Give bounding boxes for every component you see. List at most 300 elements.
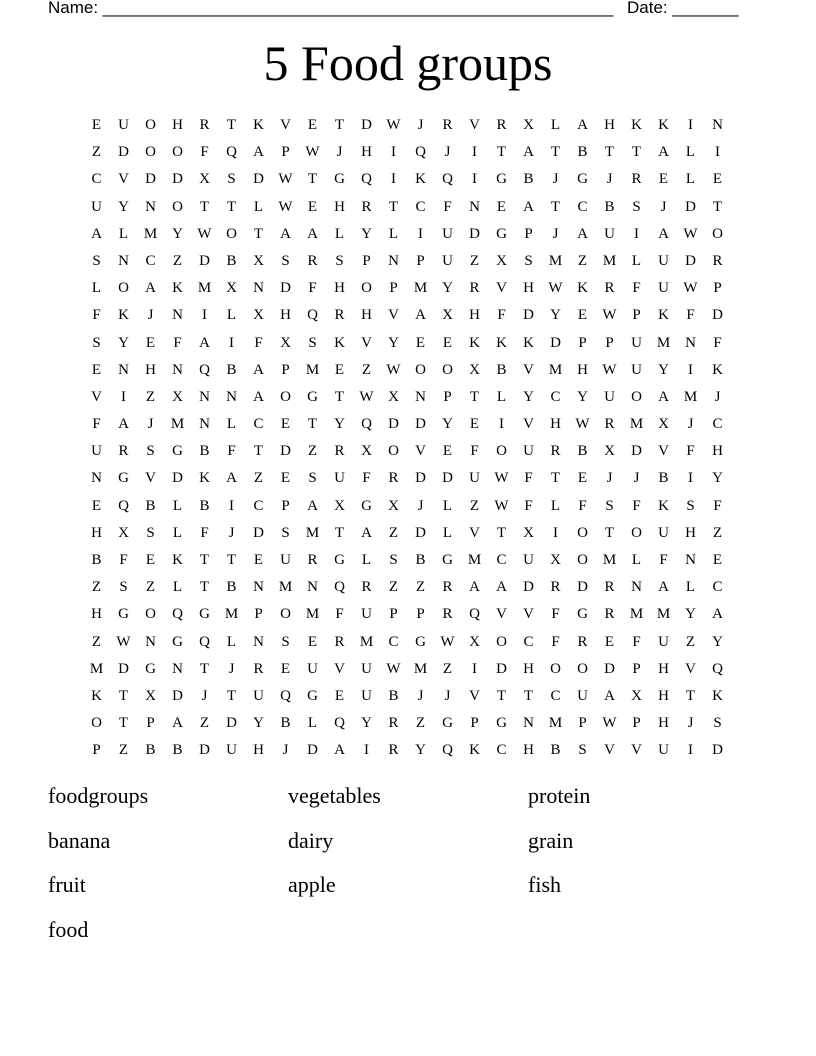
grid-row [83, 359, 731, 386]
grid-letter: O [415, 361, 426, 378]
grid-letter: O [280, 388, 291, 405]
grid-letter: V [685, 660, 696, 677]
grid-letter: R [388, 742, 399, 759]
grid-letter: E [442, 443, 453, 460]
grid-letter: E [253, 552, 264, 568]
grid-letter: Y [388, 334, 399, 351]
grid-letter: K [523, 334, 534, 351]
grid-letter: P [443, 388, 452, 405]
grid-letter: H [253, 742, 264, 759]
grid-letter: G [172, 443, 183, 460]
grid-letter: O [118, 280, 129, 297]
grid-letter: L [91, 280, 102, 297]
grid-letter: I [634, 225, 639, 242]
grid-letter: Z [118, 742, 129, 759]
grid-letter: W [602, 715, 617, 732]
grid-letter: D [685, 252, 696, 269]
word-list-item: food [48, 916, 89, 942]
grid-letter: P [281, 144, 290, 161]
grid-letter: Z [712, 524, 723, 541]
grid-letter: J [714, 388, 721, 405]
grid-letter: Y [442, 416, 453, 433]
grid-row [83, 168, 731, 195]
grid-letter: F [173, 334, 182, 351]
grid-letter: T [523, 687, 534, 704]
grid-letter: O [145, 117, 156, 133]
grid-letter: A [172, 715, 183, 732]
grid-letter: R [550, 443, 561, 460]
grid-letter: D [253, 171, 264, 188]
grid-letter: O [91, 715, 102, 732]
grid-letter: B [577, 144, 588, 161]
grid-letter: M [467, 552, 482, 568]
grid-letter: L [226, 633, 237, 650]
grid-letter: L [172, 497, 183, 514]
grid-letter: N [253, 633, 264, 650]
grid-row [83, 114, 731, 141]
grid-letter: E [280, 660, 291, 677]
grid-letter: D [280, 443, 291, 460]
grid-letter: L [550, 117, 561, 133]
grid-letter: D [361, 117, 372, 133]
grid-letter: H [523, 660, 534, 677]
grid-letter: R [604, 280, 615, 297]
grid-letter: T [199, 660, 210, 677]
grid-letter: I [229, 334, 234, 351]
grid-letter: K [658, 497, 669, 514]
grid-letter: P [389, 280, 398, 297]
grid-letter: V [388, 307, 399, 324]
grid-letter: S [92, 252, 101, 269]
grid-letter: F [92, 416, 101, 433]
grid-letter: A [361, 524, 372, 541]
grid-letter: F [443, 198, 452, 215]
grid-letter: W [575, 416, 590, 433]
grid-letter: B [280, 715, 291, 732]
grid-letter: Q [118, 497, 129, 514]
grid-letter: W [494, 470, 509, 487]
grid-row [83, 658, 731, 685]
grid-letter: E [91, 497, 102, 514]
grid-letter: R [604, 416, 615, 433]
grid-row [83, 495, 731, 522]
grid-letter: D [415, 524, 426, 541]
grid-letter: X [631, 687, 642, 704]
grid-letter: P [281, 497, 290, 514]
grid-letter: G [442, 715, 453, 732]
grid-letter: U [658, 524, 669, 541]
grid-letter: R [442, 606, 453, 623]
grid-letter: A [415, 307, 426, 324]
grid-letter: J [444, 687, 451, 704]
grid-letter: W [548, 280, 563, 297]
grid-letter: H [658, 715, 669, 732]
grid-letter: T [496, 687, 507, 704]
grid-letter: Z [91, 579, 102, 596]
grid-letter: R [253, 660, 264, 677]
grid-letter: E [496, 198, 507, 215]
grid-letter: U [523, 552, 534, 568]
grid-letter: X [280, 334, 291, 351]
grid-letter: P [146, 715, 155, 732]
grid-letter: U [604, 388, 615, 405]
grid-letter: C [145, 252, 156, 269]
grid-letter: M [305, 606, 320, 623]
grid-letter: A [253, 144, 264, 161]
grid-letter: I [472, 171, 477, 188]
grid-letter: S [146, 524, 155, 541]
grid-letter: X [172, 388, 183, 405]
grid-letter: J [687, 715, 694, 732]
grid-letter: S [524, 252, 533, 269]
grid-letter: T [253, 443, 264, 460]
grid-letter: E [334, 361, 345, 378]
grid-letter: J [552, 171, 559, 188]
grid-letter: H [523, 280, 534, 297]
grid-letter: V [145, 470, 156, 487]
grid-letter: A [523, 144, 534, 161]
grid-letter: F [200, 144, 209, 161]
page-title: 5 Food groups [263, 35, 553, 91]
grid-letter: U [658, 633, 669, 650]
grid-letter: X [469, 633, 480, 650]
grid-letter: E [307, 117, 318, 133]
grid-letter: X [361, 443, 372, 460]
grid-letter: N [172, 660, 183, 677]
grid-letter: O [388, 443, 399, 460]
grid-letter: A [226, 470, 237, 487]
grid-letter: M [413, 280, 428, 297]
grid-letter: S [308, 334, 317, 351]
grid-row [83, 386, 731, 413]
grid-letter: S [146, 443, 155, 460]
grid-letter: Y [442, 280, 453, 297]
grid-letter: K [631, 117, 642, 133]
grid-letter: D [118, 660, 129, 677]
grid-row [83, 141, 731, 168]
grid-letter: N [307, 579, 318, 596]
grid-letter: D [604, 660, 615, 677]
grid-letter: C [253, 416, 264, 433]
grid-row [83, 549, 731, 576]
grid-letter: I [499, 416, 504, 433]
grid-letter: P [524, 225, 533, 242]
grid-letter: B [172, 742, 183, 759]
grid-row [83, 277, 731, 304]
grid-letter: R [577, 633, 588, 650]
grid-letter: R [307, 252, 318, 269]
grid-letter: J [606, 470, 613, 487]
grid-letter: W [683, 225, 698, 242]
grid-letter: C [712, 579, 723, 596]
grid-letter: W [386, 117, 401, 133]
grid-letter: Z [172, 252, 183, 269]
grid-letter: T [226, 552, 237, 568]
grid-letter: O [172, 144, 183, 161]
grid-letter: U [361, 606, 372, 623]
grid-letter: N [388, 252, 399, 269]
grid-letter: C [91, 171, 102, 188]
grid-letter: B [226, 579, 237, 596]
grid-letter: D [118, 144, 129, 161]
grid-letter: E [145, 552, 156, 568]
grid-letter: R [334, 633, 345, 650]
grid-letter: R [388, 470, 399, 487]
grid-letter: U [280, 552, 291, 568]
grid-letter: K [199, 470, 210, 487]
grid-letter: G [199, 606, 210, 623]
grid-letter: D [523, 307, 534, 324]
grid-letter: M [170, 416, 185, 433]
grid-letter: Q [334, 715, 345, 732]
grid-letter: I [688, 361, 693, 378]
grid-row [83, 196, 731, 223]
grid-letter: L [388, 225, 399, 242]
grid-letter: D [388, 416, 399, 433]
grid-letter: A [604, 687, 615, 704]
grid-letter: B [91, 552, 102, 568]
grid-letter: T [307, 416, 318, 433]
grid-letter: N [415, 388, 426, 405]
letter-grid [83, 114, 731, 767]
grid-letter: N [172, 307, 183, 324]
grid-letter: B [658, 470, 669, 487]
grid-row [83, 739, 731, 766]
grid-letter: N [712, 117, 723, 133]
grid-letter: J [444, 144, 451, 161]
grid-letter: X [658, 416, 669, 433]
grid-letter: L [631, 252, 642, 269]
grid-letter: W [602, 307, 617, 324]
grid-letter: Q [712, 660, 723, 677]
word-list-item: apple [288, 872, 336, 897]
grid-letter: O [172, 198, 183, 215]
grid-letter: E [604, 633, 615, 650]
grid-row [83, 522, 731, 549]
grid-letter: A [118, 416, 129, 433]
grid-letter: S [92, 334, 101, 351]
grid-letter: Z [469, 497, 480, 514]
grid-letter: L [685, 144, 696, 161]
grid-letter: Z [145, 388, 156, 405]
grid-letter: E [91, 117, 102, 133]
grid-letter: J [552, 225, 559, 242]
grid-letter: Y [523, 388, 534, 405]
grid-row [83, 631, 731, 658]
grid-letter: Q [415, 144, 426, 161]
grid-letter: E [307, 633, 318, 650]
grid-row [83, 250, 731, 277]
grid-letter: I [688, 117, 693, 133]
grid-letter: B [604, 198, 615, 215]
grid-letter: A [577, 225, 588, 242]
grid-letter: W [683, 280, 698, 297]
grid-letter: M [197, 280, 212, 297]
grid-letter: T [334, 524, 345, 541]
grid-letter: D [307, 742, 318, 759]
grid-letter: I [418, 225, 423, 242]
grid-letter: Z [91, 633, 102, 650]
grid-letter: F [308, 280, 317, 297]
grid-letter: J [417, 117, 424, 133]
grid-letter: F [524, 470, 533, 487]
grid-letter: V [523, 416, 534, 433]
grid-letter: D [442, 470, 453, 487]
grid-letter: H [172, 117, 183, 133]
grid-letter: D [199, 252, 210, 269]
grid-letter: U [307, 660, 318, 677]
grid-letter: P [578, 715, 587, 732]
grid-letter: E [145, 334, 156, 351]
grid-letter: Z [388, 524, 399, 541]
grid-letter: J [147, 307, 154, 324]
grid-letter: U [631, 361, 642, 378]
grid-letter: E [91, 361, 102, 378]
grid-letter: O [631, 388, 642, 405]
grid-letter: A [658, 225, 669, 242]
grid-letter: D [550, 334, 561, 351]
grid-letter: G [307, 388, 318, 405]
date-field: Date: _______ [627, 0, 739, 17]
word-list-item: banana [48, 827, 111, 853]
grid-letter: P [389, 606, 398, 623]
grid-letter: F [200, 524, 209, 541]
grid-letter: Z [145, 579, 156, 596]
grid-letter: M [413, 660, 428, 677]
grid-letter: X [388, 497, 399, 514]
word-list-item: foodgroups [48, 783, 149, 808]
grid-letter: X [253, 307, 264, 324]
grid-letter: Z [388, 579, 399, 596]
grid-letter: N [226, 388, 237, 405]
grid-letter: Z [307, 443, 318, 460]
grid-letter: Y [253, 715, 264, 732]
grid-letter: S [308, 470, 317, 487]
grid-letter: T [118, 715, 129, 732]
grid-letter: U [226, 742, 237, 759]
grid-letter: R [334, 443, 345, 460]
grid-letter: I [715, 144, 720, 161]
grid-letter: S [389, 552, 398, 568]
grid-letter: Z [442, 660, 453, 677]
grid-letter: S [227, 171, 236, 188]
name-field: Name: ______________________________________________________ [48, 0, 614, 17]
grid-letter: F [686, 307, 695, 324]
grid-letter: K [334, 334, 345, 351]
grid-letter: M [278, 579, 293, 596]
grid-letter: L [253, 198, 264, 215]
grid-letter: G [577, 606, 588, 623]
grid-letter: Y [712, 470, 723, 487]
grid-letter: K [469, 742, 480, 759]
grid-letter: X [199, 171, 210, 188]
grid-letter: F [632, 280, 641, 297]
grid-letter: L [334, 225, 345, 242]
grid-letter: R [361, 579, 372, 596]
grid-letter: R [712, 252, 723, 269]
grid-letter: R [388, 715, 399, 732]
grid-letter: I [472, 144, 477, 161]
grid-letter: Q [442, 742, 453, 759]
grid-letter: W [116, 633, 131, 650]
grid-letter: H [712, 443, 723, 460]
grid-letter: S [281, 633, 290, 650]
grid-letter: D [712, 307, 723, 324]
grid-letter: S [281, 524, 290, 541]
grid-letter: W [197, 225, 212, 242]
grid-letter: T [226, 198, 237, 215]
grid-letter: T [496, 144, 507, 161]
grid-letter: E [415, 334, 426, 351]
grid-letter: W [359, 388, 374, 405]
grid-letter: K [91, 687, 102, 704]
grid-letter: M [602, 252, 617, 269]
grid-letter: Q [280, 687, 291, 704]
grid-letter: T [388, 198, 399, 215]
grid-letter: Z [91, 144, 102, 161]
grid-letter: K [658, 307, 669, 324]
grid-letter: E [334, 687, 345, 704]
grid-letter: U [469, 470, 480, 487]
grid-letter: J [687, 416, 694, 433]
grid-letter: Q [172, 606, 183, 623]
grid-letter: D [280, 280, 291, 297]
grid-letter: Q [469, 606, 480, 623]
grid-letter: Z [415, 715, 426, 732]
grid-letter: N [199, 416, 210, 433]
grid-letter: X [496, 252, 507, 269]
grid-letter: Q [442, 171, 453, 188]
grid-letter: K [712, 687, 723, 704]
grid-letter: A [307, 497, 318, 514]
grid-letter: J [282, 742, 289, 759]
grid-letter: Q [361, 416, 372, 433]
grid-letter: J [606, 171, 613, 188]
grid-letter: D [199, 742, 210, 759]
grid-letter: L [172, 579, 183, 596]
grid-letter: F [632, 497, 641, 514]
grid-letter: S [713, 715, 722, 732]
grid-letter: J [201, 687, 208, 704]
grid-letter: R [307, 552, 318, 568]
grid-letter: U [91, 443, 102, 460]
grid-letter: U [253, 687, 264, 704]
grid-letter: J [417, 497, 424, 514]
grid-letter: H [685, 524, 696, 541]
grid-letter: Y [658, 361, 669, 378]
grid-letter: R [496, 117, 507, 133]
grid-letter: J [660, 198, 667, 215]
grid-letter: K [118, 307, 129, 324]
grid-letter: E [658, 171, 669, 188]
grid-letter: F [470, 443, 479, 460]
grid-letter: E [469, 416, 480, 433]
word-list-item: dairy [288, 827, 334, 853]
grid-letter: M [602, 552, 617, 568]
grid-letter: U [604, 225, 615, 242]
grid-letter: V [604, 742, 615, 759]
grid-letter: Z [685, 633, 696, 650]
grid-letter: X [523, 117, 534, 133]
grid-letter: Q [334, 579, 345, 596]
grid-letter: H [658, 660, 669, 677]
grid-letter: D [631, 443, 642, 460]
grid-letter: T [712, 198, 723, 215]
grid-letter: H [361, 307, 372, 324]
grid-letter: D [172, 171, 183, 188]
grid-letter: N [253, 280, 264, 297]
grid-letter: D [415, 416, 426, 433]
